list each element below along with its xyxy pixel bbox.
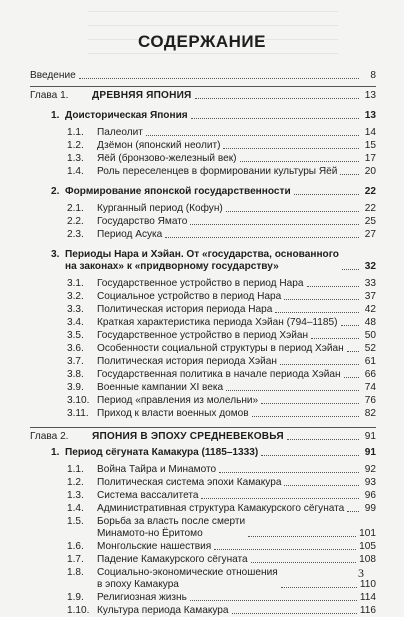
dot-leader — [219, 472, 359, 473]
subsection-title: Религиозная жизнь — [97, 592, 187, 603]
section-number: 1. — [51, 110, 60, 121]
subsection-title — [97, 567, 278, 591]
dot-leader — [284, 485, 359, 486]
dot-leader — [190, 224, 359, 225]
subsection-number: 1.10. — [67, 605, 90, 616]
subsection-title: Курганный период (Кофун) — [97, 203, 223, 214]
subsection-title: Политическая история периода Хэйан — [97, 356, 277, 367]
dot-leader — [223, 148, 359, 149]
subsection-page: 48 — [364, 317, 376, 328]
chapter-divider — [30, 86, 376, 87]
subsection-page: 50 — [364, 330, 376, 341]
subsection-title: Период Асука — [97, 229, 163, 240]
subsection-number: 3.3. — [67, 304, 84, 315]
toc-subsection[interactable] — [30, 464, 376, 476]
subsection-page: 101 — [359, 528, 376, 539]
section-title-line-1: Периоды Нара и Хэйан. От «государства, основанного — [65, 249, 339, 260]
toc-subsection[interactable] — [30, 554, 376, 566]
dot-leader — [240, 161, 360, 162]
subsection-title: Культура периода Камакура — [97, 605, 229, 616]
subsection-number: 3.8. — [67, 369, 84, 380]
subsection-number: 1.2. — [67, 140, 84, 151]
dot-leader — [340, 174, 359, 175]
subsection-title: Политическая система эпохи Камакура — [97, 477, 282, 488]
section-page: 91 — [364, 447, 376, 458]
subsection-page: 33 — [364, 278, 376, 289]
toc-section-2-1[interactable] — [30, 447, 376, 459]
section-page: 22 — [364, 186, 376, 197]
toc-subsection[interactable] — [30, 166, 376, 178]
subsection-page: 17 — [364, 153, 376, 164]
dot-leader — [190, 600, 357, 601]
section-title: Период сёгуната Камакура (1185–1333) — [65, 447, 259, 458]
subsection-title: Система вассалитета — [97, 490, 199, 501]
page-number: 3 — [358, 566, 364, 580]
toc-subsection[interactable] — [30, 408, 376, 420]
subsection-page: 114 — [359, 592, 376, 603]
subsection-number: 1.9. — [67, 592, 84, 603]
subsection-page: 74 — [364, 382, 376, 393]
section-page: 13 — [364, 110, 376, 121]
subsection-title: Краткая характеристика периода Хэйан (794–1185) — [97, 317, 338, 328]
toc-section-1-2[interactable] — [30, 186, 376, 198]
chapter-label: Глава 1. — [30, 90, 69, 101]
toc-subsection[interactable] — [30, 153, 376, 165]
subsection-number: 1.1. — [67, 464, 84, 475]
subsection-number: 3.4. — [67, 317, 84, 328]
toc-subsection[interactable] — [30, 317, 376, 329]
entry-title: Введение — [30, 70, 76, 81]
dot-leader — [226, 211, 359, 212]
dot-leader — [342, 269, 359, 270]
subsection-title: Период «правления из молельни» — [97, 395, 259, 406]
subsection-title: Монгольские нашествия — [97, 541, 212, 552]
dot-leader — [344, 377, 359, 378]
subsection-title: Социальное устройство в период Нара — [97, 291, 282, 302]
subsection-title-line-1: Социально-экономические отношения — [97, 567, 278, 578]
dot-leader — [195, 98, 359, 99]
subsection-page: 92 — [364, 464, 376, 475]
subsection-number: 1.6. — [67, 541, 84, 552]
subsection-number: 2.2. — [67, 216, 84, 227]
dot-leader — [287, 439, 359, 440]
dot-leader — [294, 194, 359, 195]
subsection-number: 2.1. — [67, 203, 84, 214]
subsection-page: 108 — [359, 554, 376, 565]
subsection-title: Роль переселенцев в формировании культуры Яёй — [97, 166, 338, 177]
subsection-title: Военные кампании XI века — [97, 382, 224, 393]
subsection-number: 1.5. — [67, 516, 84, 527]
dot-leader — [79, 78, 359, 79]
subsection-page: 61 — [364, 356, 376, 367]
subsection-title: Государственное устройство в период Хэйан — [97, 330, 309, 341]
subsection-page: 116 — [359, 605, 376, 616]
subsection-title-line-2: в эпоху Камакура — [97, 579, 179, 590]
subsection-number: 1.8. — [67, 567, 84, 578]
section-title: Формирование японской государственности — [65, 186, 291, 197]
subsection-number: 3.9. — [67, 382, 84, 393]
subsection-title — [97, 516, 245, 540]
subsection-title: Политическая история периода Нара — [97, 304, 273, 315]
subsection-title: Падение Камакурского сёгуната — [97, 554, 248, 565]
subsection-number: 3.11. — [67, 408, 89, 419]
subsection-title: Административная структура Камакурского сёгуната — [97, 503, 345, 514]
toc-subsection[interactable] — [30, 592, 376, 604]
chapter-page: 91 — [364, 431, 376, 442]
subsection-page: 99 — [364, 503, 376, 514]
subsection-title: Дзёмон (японский неолит) — [97, 140, 221, 151]
toc-subsection[interactable] — [30, 291, 376, 303]
section-title: Доисторическая Япония — [65, 110, 188, 121]
subsection-page: 14 — [364, 127, 376, 138]
subsection-number: 3.6. — [67, 343, 84, 354]
subsection-page: 25 — [364, 216, 376, 227]
dot-leader — [191, 118, 359, 119]
dot-leader — [252, 416, 359, 417]
subsection-page: 76 — [364, 395, 376, 406]
subsection-number: 3.5. — [67, 330, 84, 341]
subsection-title: Палеолит — [97, 127, 143, 138]
dot-leader — [280, 364, 359, 365]
subsection-title: Война Тайра и Минамото — [97, 464, 217, 475]
subsection-title: Приход к власти военных домов — [97, 408, 249, 419]
dot-leader — [214, 549, 356, 550]
toc-subsection[interactable] — [30, 330, 376, 342]
toc-subsection[interactable] — [30, 605, 376, 617]
dot-leader — [284, 299, 359, 300]
dot-leader — [248, 536, 356, 537]
subsection-title: Особенности социальной структуры в период Хэйан — [97, 343, 344, 354]
subsection-number: 3.10. — [67, 395, 90, 406]
subsection-number: 3.7. — [67, 356, 84, 367]
chapter-title: ДРЕВНЯЯ ЯПОНИЯ — [92, 90, 192, 101]
toc-subsection[interactable] — [30, 382, 376, 394]
toc-chapter-2[interactable] — [30, 431, 376, 443]
subsection-page: 15 — [364, 140, 376, 151]
section-page: 32 — [364, 261, 376, 272]
subsection-title: Яёй (бронзово-железный век) — [97, 153, 237, 164]
toc-section-1-3[interactable] — [30, 249, 376, 273]
subsection-title-line-2: Минамото-но Ёритомо — [97, 528, 203, 539]
subsection-number: 3.1. — [67, 278, 84, 289]
toc-entry-intro[interactable] — [30, 70, 376, 82]
subsection-number: 1.2. — [67, 477, 84, 488]
toc-subsection[interactable] — [30, 127, 376, 139]
subsection-page: 20 — [364, 166, 376, 177]
dot-leader — [146, 135, 359, 136]
subsection-page: 66 — [364, 369, 376, 380]
toc-section-1-1[interactable] — [30, 110, 376, 122]
subsection-title: Государство Ямато — [97, 216, 188, 227]
subsection-number: 2.3. — [67, 229, 84, 240]
subsection-page: 37 — [364, 291, 376, 302]
dot-leader — [232, 613, 357, 614]
subsection-number: 1.4. — [67, 503, 84, 514]
section-number: 2. — [51, 186, 60, 197]
chapter-page: 13 — [364, 90, 376, 101]
dot-leader — [251, 562, 356, 563]
subsection-number: 1.3. — [67, 490, 84, 501]
subsection-page: 93 — [364, 477, 376, 488]
dot-leader — [347, 511, 359, 512]
dot-leader — [307, 286, 359, 287]
subsection-number: 1.7. — [67, 554, 84, 565]
page-title: СОДЕРЖАНИЕ — [138, 32, 266, 51]
toc-subsection[interactable] — [30, 369, 376, 381]
toc-subsection[interactable] — [30, 516, 376, 540]
toc-subsection[interactable] — [30, 356, 376, 368]
toc-subsection[interactable] — [30, 216, 376, 228]
subsection-number: 1.1. — [67, 127, 84, 138]
toc-subsection[interactable] — [30, 203, 376, 215]
toc-subsection[interactable] — [30, 395, 376, 407]
subsection-page: 110 — [359, 579, 376, 590]
subsection-page: 27 — [364, 229, 376, 240]
subsection-page: 22 — [364, 203, 376, 214]
subsection-page: 42 — [364, 304, 376, 315]
dot-leader — [261, 403, 359, 404]
toc-subsection[interactable] — [30, 304, 376, 316]
subsection-page: 52 — [364, 343, 376, 354]
section-number: 3. — [51, 249, 60, 260]
dot-leader — [165, 237, 359, 238]
chapter-divider — [30, 427, 376, 428]
subsection-page: 105 — [359, 541, 376, 552]
toc-chapter-1[interactable] — [30, 90, 376, 102]
toc-subsection[interactable] — [30, 567, 376, 591]
subsection-page: 82 — [364, 408, 376, 419]
toc-subsection[interactable] — [30, 477, 376, 489]
dot-leader — [347, 351, 359, 352]
section-number: 1. — [51, 447, 60, 458]
subsection-page: 96 — [364, 490, 376, 501]
toc-subsection[interactable] — [30, 229, 376, 241]
chapter-label: Глава 2. — [30, 431, 69, 442]
dot-leader — [261, 455, 359, 456]
section-title-line-2: на законах» к «придворному государству» — [65, 261, 279, 272]
toc-subsection[interactable] — [30, 278, 376, 290]
subsection-title-line-1: Борьба за власть после смерти — [97, 516, 246, 527]
toc-subsection[interactable] — [30, 140, 376, 152]
dot-leader — [226, 390, 359, 391]
chapter-title: ЯПОНИЯ В ЭПОХУ СРЕДНЕВЕКОВЬЯ — [92, 431, 284, 442]
dot-leader — [281, 587, 357, 588]
subsection-number: 3.2. — [67, 291, 84, 302]
table-of-contents — [30, 66, 376, 617]
toc-subsection[interactable] — [30, 490, 376, 502]
subsection-number: 1.3. — [67, 153, 84, 164]
subsection-title: Государственное устройство в период Нара — [97, 278, 304, 289]
dot-leader — [201, 498, 359, 499]
dot-leader — [311, 338, 359, 339]
subsection-title: Государственная политика в начале периода Хэйан — [97, 369, 341, 380]
toc-subsection[interactable] — [30, 343, 376, 355]
dot-leader — [341, 325, 360, 326]
dot-leader — [275, 312, 359, 313]
section-title — [65, 249, 339, 273]
toc-subsection[interactable] — [30, 541, 376, 553]
subsection-number: 1.4. — [67, 166, 84, 177]
entry-page: 8 — [370, 70, 376, 81]
toc-subsection[interactable] — [30, 503, 376, 515]
